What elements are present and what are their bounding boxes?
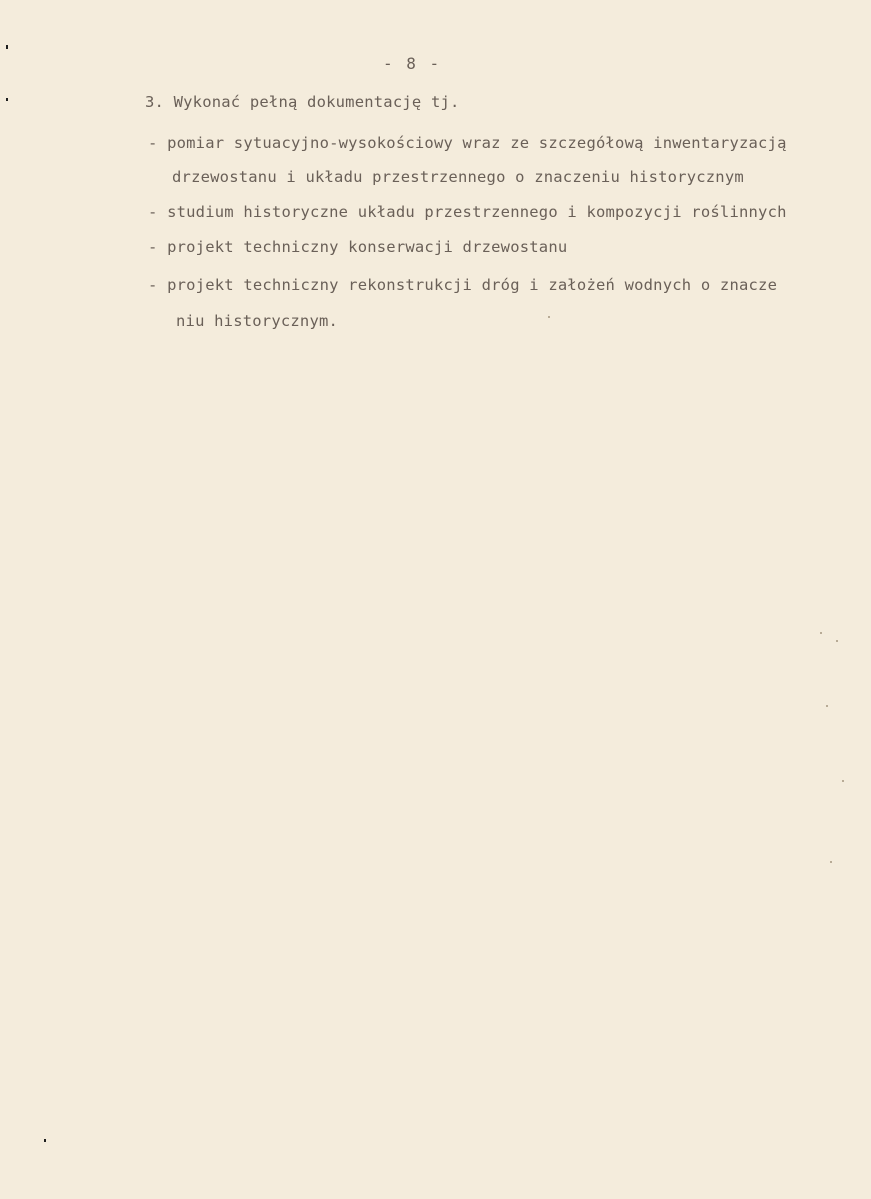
scan-mark (44, 1139, 46, 1142)
paper-speck (820, 632, 822, 634)
document-line: - studium historyczne układu przestrzennego i kompozycji roślinnych (148, 203, 787, 221)
document-line: drzewostanu i układu przestrzennego o znaczeniu historycznym (172, 168, 744, 186)
paper-speck (548, 316, 550, 318)
paper-speck (836, 640, 838, 642)
paper-speck (842, 780, 844, 782)
document-line: - projekt techniczny konserwacji drzewostanu (148, 238, 568, 256)
paper-speck (830, 861, 832, 863)
document-line: 3. Wykonać pełną dokumentację tj. (145, 93, 460, 111)
paper-speck (826, 705, 828, 707)
scan-mark (6, 45, 8, 49)
document-line: - pomiar sytuacyjno-wysokościowy wraz ze szczegółową inwentaryzacją (148, 134, 787, 152)
page-number: - 8 - (383, 54, 442, 73)
document-line: niu historycznym. (176, 312, 339, 330)
document-line: - projekt techniczny rekonstrukcji dróg i założeń wodnych o znacze (148, 276, 778, 294)
scan-mark (6, 98, 8, 101)
